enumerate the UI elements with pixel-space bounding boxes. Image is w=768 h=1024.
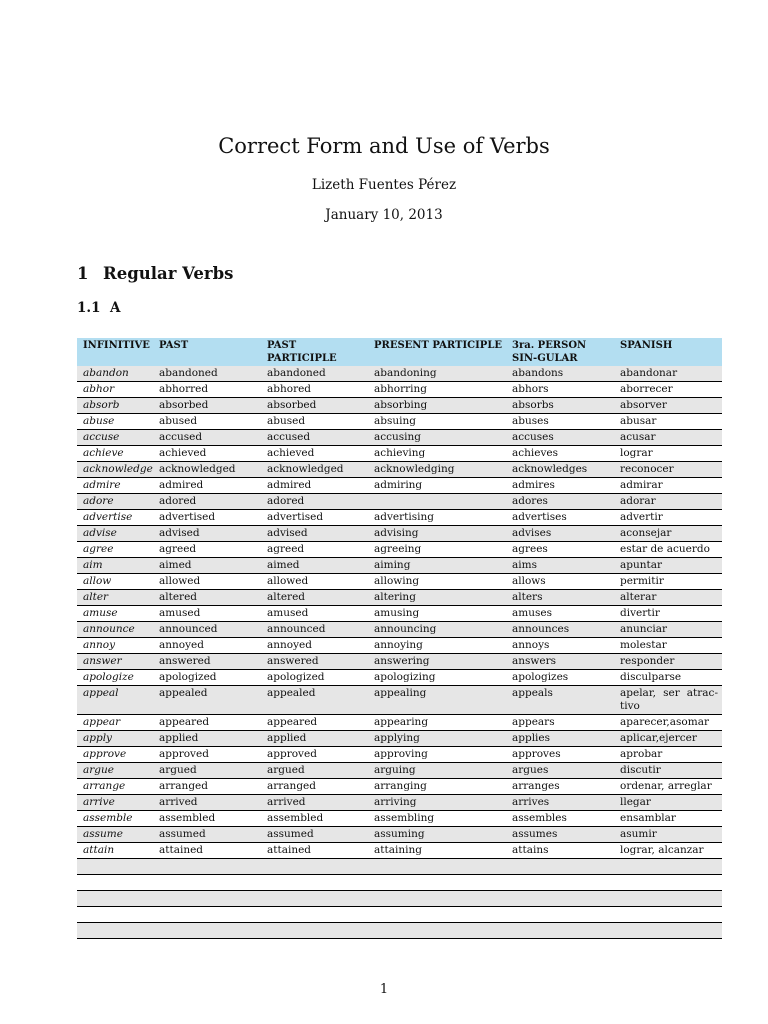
cell-past: abhorred: [153, 382, 261, 398]
cell-spanish: aparecer,asomar: [614, 715, 722, 731]
cell-spanish: apelar, ser atrac-tivo: [614, 686, 722, 715]
cell-present-participle: absuing: [368, 414, 506, 430]
verb-table: [77, 338, 722, 939]
cell-past-participle: achieved: [261, 446, 368, 462]
cell-present-participle: accusing: [368, 430, 506, 446]
cell-past: arranged: [153, 779, 261, 795]
cell-past-participle: annoyed: [261, 638, 368, 654]
cell-spanish: disculparse: [614, 670, 722, 686]
table-row: [77, 731, 722, 747]
cell-present-participle: apologizing: [368, 670, 506, 686]
cell-present-participle: admiring: [368, 478, 506, 494]
cell-present-participle: [368, 923, 506, 939]
subsection-number: 1.1: [77, 300, 101, 316]
cell-infinitive: aim: [77, 558, 153, 574]
cell-spanish: [614, 923, 722, 939]
cell-past-participle: amused: [261, 606, 368, 622]
cell-present-participle: announcing: [368, 622, 506, 638]
cell-past: achieved: [153, 446, 261, 462]
cell-infinitive: apologize: [77, 670, 153, 686]
cell-spanish: apuntar: [614, 558, 722, 574]
table-row: [77, 843, 722, 859]
cell-spanish: lograr, alcanzar: [614, 843, 722, 859]
header-third-person-singular: 3ra. PERSON SIN-GULAR: [506, 338, 614, 366]
table-row: [77, 747, 722, 763]
cell-past: attained: [153, 843, 261, 859]
cell-past: allowed: [153, 574, 261, 590]
cell-past: approved: [153, 747, 261, 763]
table-row: [77, 574, 722, 590]
cell-infinitive: apply: [77, 731, 153, 747]
cell-past-participle: arrived: [261, 795, 368, 811]
cell-third-person-singular: argues: [506, 763, 614, 779]
cell-past: [153, 875, 261, 891]
cell-past: advertised: [153, 510, 261, 526]
table-row: [77, 462, 722, 478]
cell-past: accused: [153, 430, 261, 446]
cell-spanish: absorver: [614, 398, 722, 414]
cell-past: acknowledged: [153, 462, 261, 478]
document-title: Correct Form and Use of Verbs: [218, 134, 550, 158]
cell-past-participle: [261, 859, 368, 875]
cell-past-participle: [261, 875, 368, 891]
cell-infinitive: accuse: [77, 430, 153, 446]
cell-present-participle: agreeing: [368, 542, 506, 558]
cell-infinitive: answer: [77, 654, 153, 670]
cell-present-participle: [368, 907, 506, 923]
cell-present-participle: assuming: [368, 827, 506, 843]
cell-infinitive: assemble: [77, 811, 153, 827]
cell-spanish: asumir: [614, 827, 722, 843]
cell-infinitive: abhor: [77, 382, 153, 398]
cell-third-person-singular: annoys: [506, 638, 614, 654]
cell-present-participle: appearing: [368, 715, 506, 731]
cell-spanish: ordenar, arreglar: [614, 779, 722, 795]
cell-past: assembled: [153, 811, 261, 827]
cell-present-participle: applying: [368, 731, 506, 747]
cell-third-person-singular: agrees: [506, 542, 614, 558]
section-title: Regular Verbs: [103, 264, 234, 283]
cell-spanish: permitir: [614, 574, 722, 590]
cell-infinitive: adore: [77, 494, 153, 510]
cell-spanish: [614, 875, 722, 891]
cell-infinitive: annoy: [77, 638, 153, 654]
cell-past-participle: abhored: [261, 382, 368, 398]
cell-infinitive: achieve: [77, 446, 153, 462]
cell-past-participle: apologized: [261, 670, 368, 686]
cell-infinitive: agree: [77, 542, 153, 558]
cell-past: answered: [153, 654, 261, 670]
table-row: [77, 795, 722, 811]
cell-present-participle: advising: [368, 526, 506, 542]
cell-past: [153, 859, 261, 875]
table-row: [77, 526, 722, 542]
cell-past: absorbed: [153, 398, 261, 414]
cell-spanish: responder: [614, 654, 722, 670]
cell-third-person-singular: assembles: [506, 811, 614, 827]
cell-third-person-singular: amuses: [506, 606, 614, 622]
cell-past: amused: [153, 606, 261, 622]
section-number: 1: [77, 264, 89, 283]
table-row: [77, 811, 722, 827]
table-row: [77, 446, 722, 462]
cell-present-participle: abhorring: [368, 382, 506, 398]
cell-present-participle: approving: [368, 747, 506, 763]
cell-past: [153, 923, 261, 939]
cell-infinitive: abandon: [77, 366, 153, 382]
cell-third-person-singular: answers: [506, 654, 614, 670]
cell-spanish: [614, 859, 722, 875]
header-past-participle: PAST PARTICIPLE: [261, 338, 368, 366]
cell-infinitive: arrive: [77, 795, 153, 811]
cell-past: advised: [153, 526, 261, 542]
cell-third-person-singular: apologizes: [506, 670, 614, 686]
cell-present-participle: answering: [368, 654, 506, 670]
cell-past-participle: answered: [261, 654, 368, 670]
cell-past-participle: admired: [261, 478, 368, 494]
cell-infinitive: assume: [77, 827, 153, 843]
cell-infinitive: acknowledge: [77, 462, 153, 478]
cell-past-participle: advised: [261, 526, 368, 542]
cell-past: altered: [153, 590, 261, 606]
cell-infinitive: argue: [77, 763, 153, 779]
section-heading: [77, 264, 233, 283]
cell-past: agreed: [153, 542, 261, 558]
table-row: [77, 494, 722, 510]
table-row: [77, 622, 722, 638]
cell-past: argued: [153, 763, 261, 779]
cell-spanish: abandonar: [614, 366, 722, 382]
cell-present-participle: [368, 875, 506, 891]
cell-third-person-singular: accuses: [506, 430, 614, 446]
header-infinitive: INFINITIVE: [77, 338, 153, 366]
cell-spanish: divertir: [614, 606, 722, 622]
cell-infinitive: [77, 907, 153, 923]
document-date: January 10, 2013: [325, 207, 443, 223]
cell-spanish: alterar: [614, 590, 722, 606]
cell-spanish: estar de acuerdo: [614, 542, 722, 558]
cell-third-person-singular: [506, 875, 614, 891]
cell-past-participle: assembled: [261, 811, 368, 827]
table-row: [77, 542, 722, 558]
cell-present-participle: aiming: [368, 558, 506, 574]
header-present-participle: PRESENT PARTICIPLE: [368, 338, 506, 366]
table-row: [77, 654, 722, 670]
cell-spanish: [614, 907, 722, 923]
table-row: [77, 430, 722, 446]
cell-present-participle: abandoning: [368, 366, 506, 382]
cell-spanish: aprobar: [614, 747, 722, 763]
cell-third-person-singular: acknowledges: [506, 462, 614, 478]
cell-spanish: admirar: [614, 478, 722, 494]
cell-present-participle: [368, 494, 506, 510]
cell-spanish: [614, 891, 722, 907]
cell-spanish: aconsejar: [614, 526, 722, 542]
cell-infinitive: announce: [77, 622, 153, 638]
cell-spanish: abusar: [614, 414, 722, 430]
cell-present-participle: [368, 891, 506, 907]
cell-past: [153, 907, 261, 923]
cell-present-participle: assembling: [368, 811, 506, 827]
cell-past-participle: appealed: [261, 686, 368, 715]
table-row: [77, 923, 722, 939]
cell-past-participle: altered: [261, 590, 368, 606]
cell-infinitive: advertise: [77, 510, 153, 526]
cell-infinitive: advise: [77, 526, 153, 542]
cell-infinitive: amuse: [77, 606, 153, 622]
cell-spanish: adorar: [614, 494, 722, 510]
table-row: [77, 891, 722, 907]
cell-third-person-singular: assumes: [506, 827, 614, 843]
cell-present-participle: [368, 859, 506, 875]
cell-third-person-singular: appeals: [506, 686, 614, 715]
cell-past: [153, 891, 261, 907]
table-row: [77, 382, 722, 398]
cell-spanish: aborrecer: [614, 382, 722, 398]
cell-spanish: lograr: [614, 446, 722, 462]
cell-third-person-singular: achieves: [506, 446, 614, 462]
cell-past-participle: advertised: [261, 510, 368, 526]
cell-past-participle: [261, 907, 368, 923]
table-row: [77, 558, 722, 574]
subsection-heading: [77, 300, 120, 316]
cell-past-participle: attained: [261, 843, 368, 859]
cell-past-participle: abused: [261, 414, 368, 430]
cell-infinitive: absorb: [77, 398, 153, 414]
cell-present-participle: attaining: [368, 843, 506, 859]
document-author: Lizeth Fuentes Pérez: [311, 177, 457, 193]
cell-past: admired: [153, 478, 261, 494]
cell-past: adored: [153, 494, 261, 510]
cell-past-participle: accused: [261, 430, 368, 446]
table-row: [77, 510, 722, 526]
table-header-row: [77, 338, 722, 366]
cell-infinitive: allow: [77, 574, 153, 590]
cell-past: aimed: [153, 558, 261, 574]
cell-infinitive: arrange: [77, 779, 153, 795]
table-row: [77, 606, 722, 622]
cell-third-person-singular: [506, 859, 614, 875]
cell-third-person-singular: adores: [506, 494, 614, 510]
cell-past-participle: argued: [261, 763, 368, 779]
table-row: [77, 670, 722, 686]
table-row: [77, 715, 722, 731]
cell-present-participle: acknowledging: [368, 462, 506, 478]
cell-past: abused: [153, 414, 261, 430]
cell-spanish: discutir: [614, 763, 722, 779]
cell-spanish: aplicar,ejercer: [614, 731, 722, 747]
cell-present-participle: amusing: [368, 606, 506, 622]
cell-third-person-singular: abandons: [506, 366, 614, 382]
cell-present-participle: arguing: [368, 763, 506, 779]
cell-third-person-singular: advertises: [506, 510, 614, 526]
cell-past: apologized: [153, 670, 261, 686]
cell-third-person-singular: arrives: [506, 795, 614, 811]
cell-infinitive: [77, 923, 153, 939]
cell-infinitive: alter: [77, 590, 153, 606]
table-row: [77, 414, 722, 430]
cell-spanish: molestar: [614, 638, 722, 654]
table-row: [77, 875, 722, 891]
cell-spanish: acusar: [614, 430, 722, 446]
header-spanish: SPANISH: [614, 338, 722, 366]
cell-third-person-singular: aims: [506, 558, 614, 574]
cell-past-participle: appeared: [261, 715, 368, 731]
cell-third-person-singular: allows: [506, 574, 614, 590]
cell-third-person-singular: abuses: [506, 414, 614, 430]
cell-past: announced: [153, 622, 261, 638]
cell-third-person-singular: alters: [506, 590, 614, 606]
cell-present-participle: absorbing: [368, 398, 506, 414]
cell-third-person-singular: announces: [506, 622, 614, 638]
cell-past: arrived: [153, 795, 261, 811]
subsection-title: A: [110, 300, 121, 316]
cell-spanish: llegar: [614, 795, 722, 811]
cell-present-participle: achieving: [368, 446, 506, 462]
cell-present-participle: allowing: [368, 574, 506, 590]
cell-third-person-singular: appears: [506, 715, 614, 731]
cell-present-participle: annoying: [368, 638, 506, 654]
cell-past-participle: announced: [261, 622, 368, 638]
cell-past-participle: acknowledged: [261, 462, 368, 478]
table-row: [77, 638, 722, 654]
cell-past-participle: applied: [261, 731, 368, 747]
cell-third-person-singular: [506, 923, 614, 939]
cell-infinitive: abuse: [77, 414, 153, 430]
cell-present-participle: arriving: [368, 795, 506, 811]
cell-third-person-singular: advises: [506, 526, 614, 542]
cell-spanish: reconocer: [614, 462, 722, 478]
cell-infinitive: approve: [77, 747, 153, 763]
table-row: [77, 686, 722, 715]
table-row: [77, 907, 722, 923]
table-row: [77, 763, 722, 779]
cell-infinitive: [77, 891, 153, 907]
cell-past: applied: [153, 731, 261, 747]
cell-past: appealed: [153, 686, 261, 715]
cell-third-person-singular: arranges: [506, 779, 614, 795]
cell-infinitive: admire: [77, 478, 153, 494]
table-row: [77, 859, 722, 875]
cell-past-participle: adored: [261, 494, 368, 510]
cell-third-person-singular: approves: [506, 747, 614, 763]
cell-present-participle: altering: [368, 590, 506, 606]
cell-past-participle: approved: [261, 747, 368, 763]
cell-infinitive: appear: [77, 715, 153, 731]
table-row: [77, 590, 722, 606]
cell-third-person-singular: admires: [506, 478, 614, 494]
table-row: [77, 366, 722, 382]
cell-infinitive: appeal: [77, 686, 153, 715]
cell-infinitive: attain: [77, 843, 153, 859]
cell-infinitive: [77, 875, 153, 891]
cell-past-participle: arranged: [261, 779, 368, 795]
cell-spanish: advertir: [614, 510, 722, 526]
cell-past-participle: assumed: [261, 827, 368, 843]
cell-third-person-singular: [506, 891, 614, 907]
cell-past: abandoned: [153, 366, 261, 382]
cell-infinitive: [77, 859, 153, 875]
page-number: 1: [379, 982, 389, 997]
table-row: [77, 827, 722, 843]
cell-third-person-singular: attains: [506, 843, 614, 859]
cell-past-participle: absorbed: [261, 398, 368, 414]
cell-third-person-singular: applies: [506, 731, 614, 747]
cell-present-participle: advertising: [368, 510, 506, 526]
cell-third-person-singular: [506, 907, 614, 923]
cell-past-participle: [261, 891, 368, 907]
cell-past-participle: agreed: [261, 542, 368, 558]
cell-past-participle: abandoned: [261, 366, 368, 382]
cell-past: assumed: [153, 827, 261, 843]
cell-past-participle: [261, 923, 368, 939]
cell-past-participle: aimed: [261, 558, 368, 574]
table-row: [77, 398, 722, 414]
table-row: [77, 478, 722, 494]
header-past: PAST: [153, 338, 261, 366]
cell-spanish: anunciar: [614, 622, 722, 638]
cell-third-person-singular: abhors: [506, 382, 614, 398]
cell-past: annoyed: [153, 638, 261, 654]
cell-past-participle: allowed: [261, 574, 368, 590]
table-row: [77, 779, 722, 795]
cell-present-participle: appealing: [368, 686, 506, 715]
cell-past: appeared: [153, 715, 261, 731]
cell-third-person-singular: absorbs: [506, 398, 614, 414]
cell-spanish: ensamblar: [614, 811, 722, 827]
cell-present-participle: arranging: [368, 779, 506, 795]
